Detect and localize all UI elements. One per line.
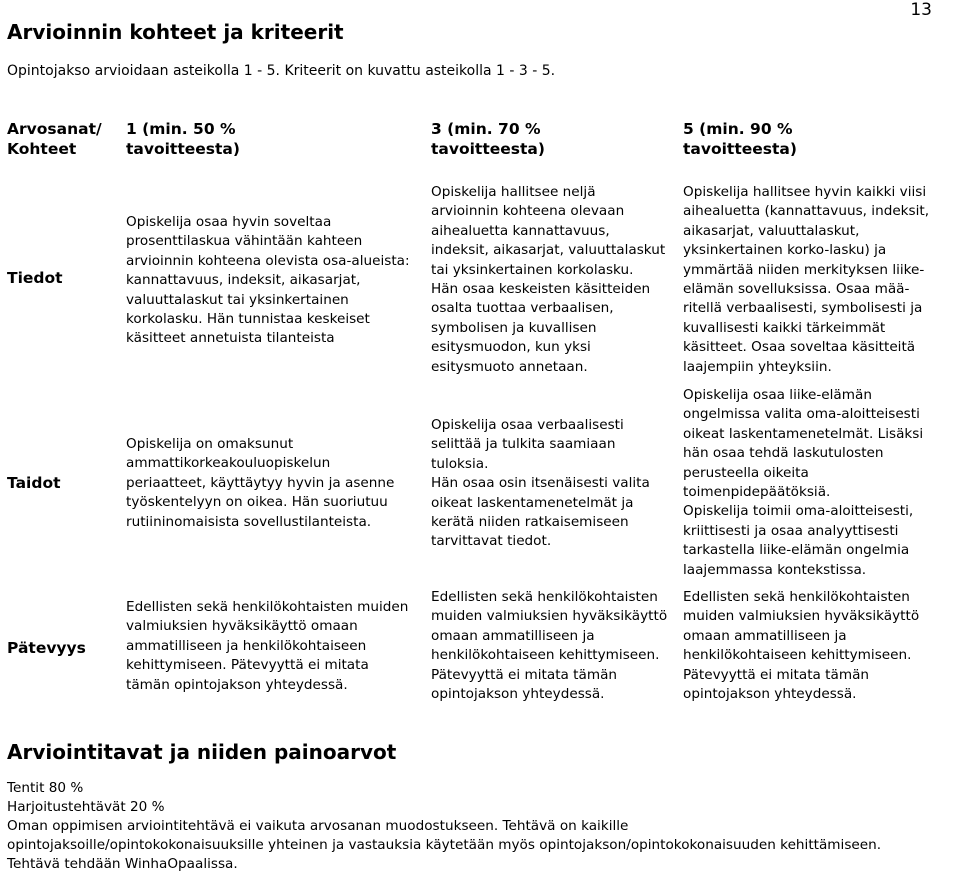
header-grade-5-line1: 5 (min. 90 %: [683, 120, 793, 138]
header-grade-5-line2: tavoitteesta): [683, 140, 797, 158]
row-label-patevyys: Pätevyys: [7, 639, 86, 657]
page-number: 13: [910, 0, 932, 20]
row-label-taidot: Taidot: [7, 474, 61, 492]
cell-taidot-grade-1: Opiskelija on omaksunut ammattikorkeakouluopiskelun periaatteet, käyttäytyy hyvin ja asenne työskentelyyn on oikea. Hän suoriutuu rutiininomaisista sovellustilanteista.: [126, 436, 395, 530]
header-label-line1: Arvosanat/: [7, 120, 102, 138]
cell-patevyys-grade-3: Edellisten sekä henkilökohtaisten muiden valmiuksien hyväksikäyttö omaan ammatilliseen ja henkilökohtaiseen kehittymiseen. Pätevyyttä ei mitata tämän opintojakson yhteydessä.: [431, 589, 668, 703]
cell-taidot-grade-5: Opiskelija osaa liike-elämän ongelmissa valita oma-aloitteisesti oikeat laskentamenetelmät. Lisäksi hän osaa tehdä laskutulosten perusteella oikeita toimenpidepäätöksiä. Opiskelija toimii oma-aloitteisesti, kriittisesti ja osaa analyyttisesti tarkastella liike-elämän ongelmia laajemmassa kontekstissa.: [683, 387, 924, 578]
header-grade-3-line2: tavoitteesta): [431, 140, 545, 158]
methods-title: Arviointitavat ja niiden painoarvot: [7, 740, 397, 764]
cell-tiedot-grade-5: Opiskelija hallitsee hyvin kaikki viisi aihealuetta (kannattavuus, indeksit, aikasarjat, valuuttalaskut, yksinkertainen korko-lasku) ja ymmärtää niiden merkityksen liike- elämän sovelluksissa. Osaa mää- ritellä verbaalisesti, symbolisesti ja kuvallisesti kaikki tärkeimmät käsitteet. Osaa soveltaa käsitteitä laajempiin yhteyksiin.: [683, 184, 930, 375]
method-line-shared: opintojaksoille/opintokokonaisuuksille yhteinen ja vastauksia käytetään myös opintojakson/opintokokonaisuuden kehittämiseen.: [7, 837, 882, 853]
cell-patevyys-grade-5: Edellisten sekä henkilökohtaisten muiden valmiuksien hyväksikäyttö omaan ammatilliseen ja henkilökohtaiseen kehittymiseen. Pätevyyttä ei mitata tämän opintojakson yhteydessä.: [683, 589, 920, 703]
cell-patevyys-grade-1: Edellisten sekä henkilökohtaisten muiden valmiuksien hyväksikäyttö omaan ammatilliseen ja henkilökohtaiseen kehittymiseen. Pätevyyttä ei mitata tämän opintojakson yhteydessä.: [126, 599, 409, 693]
cell-tiedot-grade-1: Opiskelija osaa hyvin soveltaa prosenttilaskua vähintään kahteen arvioinnin kohteena olevista osa-alueista: kannattavuus, indeksit, aikasarjat, valuuttalaskut tai yksinkertainen korkolasku. Hän tunnistaa keskeiset käsitteet annetuista tilanteista: [126, 214, 410, 347]
method-line-winha: Tehtävä tehdään WinhaOpaalissa.: [7, 856, 238, 872]
header-grade-3-line1: 3 (min. 70 %: [431, 120, 541, 138]
cell-taidot-grade-3: Opiskelija osaa verbaalisesti selittää ja tulkita saamiaan tuloksia. Hän osaa osin itsenäisesti valita oikeat laskentamenetelmät ja kerätä niiden ratkaisemiseen tarvittavat tiedot.: [431, 417, 650, 550]
header-grade-5: [683, 119, 797, 159]
header-grade-1: [126, 119, 240, 159]
criteria-title: Arvioinnin kohteet ja kriteerit: [7, 20, 344, 44]
cell-tiedot-grade-3: Opiskelija hallitsee neljä arvioinnin kohteena olevaan aihealuetta kannattavuus, indeksit, aikasarjat, valuuttalaskut tai yksinkertainen korkolasku. Hän osaa keskeisten käsitteiden osalta tuottaa verbaalisen, symbolisen ja kuvallisen esitysmuodon, kun yksi esitysmuoto annetaan.: [431, 184, 666, 375]
header-label-line2: Kohteet: [7, 140, 77, 158]
row-label-tiedot: Tiedot: [7, 269, 63, 287]
header-label: [7, 119, 102, 159]
method-line-self-assessment: Oman oppimisen arviointitehtävä ei vaikuta arvosanan muodostukseen. Tehtävä on kaikille: [7, 818, 629, 834]
criteria-subtitle: Opintojakso arvioidaan asteikolla 1 - 5. Kriteerit on kuvattu asteikolla 1 - 3 - 5.: [7, 63, 556, 79]
method-line-exams: Tentit 80 %: [7, 780, 84, 796]
header-grade-3: [431, 119, 545, 159]
header-grade-1-line2: tavoitteesta): [126, 140, 240, 158]
method-line-exercises: Harjoitustehtävät 20 %: [7, 799, 165, 815]
header-grade-1-line1: 1 (min. 50 %: [126, 120, 236, 138]
